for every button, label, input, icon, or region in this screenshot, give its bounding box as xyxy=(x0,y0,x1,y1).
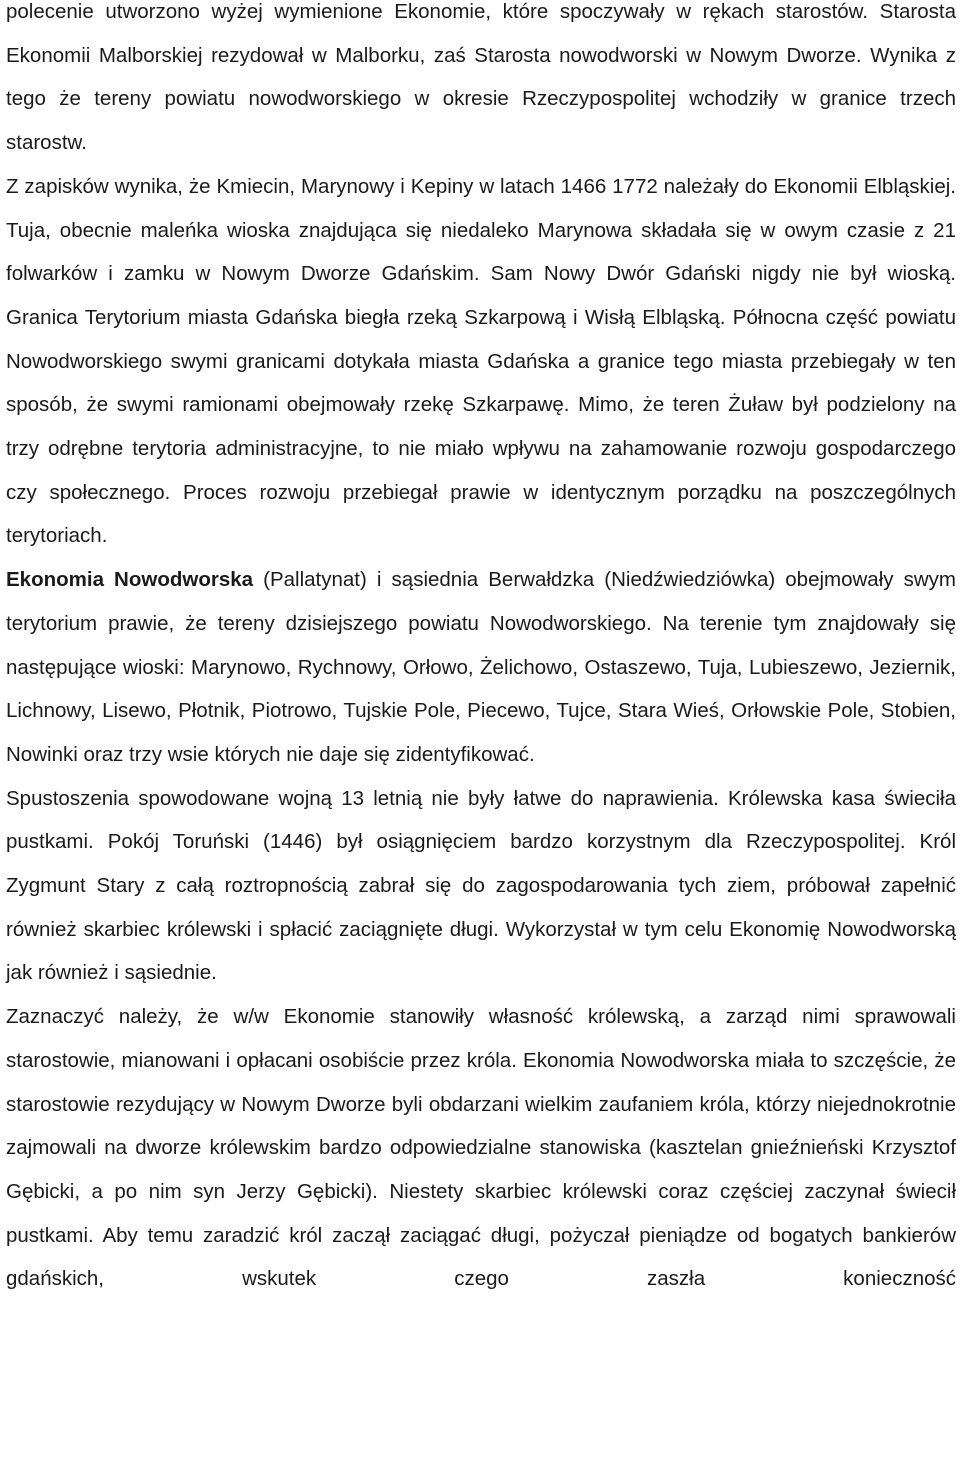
paragraph-text: Z zapisków wynika, że Kmiecin, Marynowy i Kepiny w latach 1466 1772 należały do Ekonomii Elbląskiej. Tuja, obecnie maleńka wioska znajdująca się niedaleko Marynowa składała się w owym czasie z 21 folwarków i zamku w Nowym Dworze Gdańskim. Sam Nowy Dwór Gdański nigdy nie był wioską. Granica Terytorium miasta Gdańska biegła rzeką Szkarpową i Wisłą Elbląską. Północna część powiatu Nowodworskiego swymi granicami dotykała miasta Gdańska a granice tego miasta przebiegały w ten sposób, że swymi ramionami obejmowały rzekę Szkarpawę. Mimo, że teren Żuław był podzielony na trzy odrębne terytoria administracyjne, to nie miało wpływu na zahamowanie rozwoju gospodarczego czy społecznego. Proces rozwoju przebiegał prawie w identycznym porządku na poszczególnych terytoriach. xyxy=(6,174,956,548)
paragraph-text: Zaznaczyć należy, że w/w Ekonomie stanowiły własność królewską, a zarząd nimi sprawowali starostowie, mianowani i opłacani osobiście przez króla. Ekonomia Nowodworska miała to szczęście, że starostowie rezydujący w Nowym Dworze byli obdarzani wielkim zaufaniem króla, którzy niejednokrotnie zajmowali na dworze królewskim bardzo odpowiedzialne stanowiska (kasztelan gnieźnieński Krzysztof Gębicki, a po nim syn Jerzy Gębicki). Niestety skarbiec królewski coraz częściej zaczynał świecił pustkami. Aby temu zaradzić król zaczął zaciągać długi, pożyczał pieniądze od bogatych bankierów gdańskich, wskutek czego zaszła konieczność xyxy=(6,1005,956,1291)
paragraph-zarzad-starostow xyxy=(6,995,956,1301)
paragraph-ekonomia-nowodworska xyxy=(6,558,956,777)
paragraph-text: polecenie utworzono wyżej wymienione Ekonomie, które spoczywały w rękach starostów. Starosta Ekonomii Malborskiej rezydował w Malborku, zaś Starosta nowodworski w Nowym Dworze. Wynika z tego że tereny powiatu nowodworskiego w okresie Rzeczypospolitej wchodziły w granice trzech starostw. xyxy=(6,0,956,155)
paragraph-spustoszenia xyxy=(6,777,956,996)
paragraph-text: (Pallatynat) i sąsiednia Berwałdzka (Niedźwiedziówka) obejmowały swym terytorium prawie, że tereny dzisiejszego powiatu Nowodworskiego. Na terenie tym znajdowały się następujące wioski: Marynowo, Rychnowy, Orłowo, Żelichowo, Ostaszewo, Tuja, Lubieszewo, Jeziernik, Lichnowy, Lisewo, Płotnik, Piotrowo, Tujskie Pole, Piecewo, Tujce, Stara Wieś, Orłowskie Pole, Stobien, Nowinki oraz trzy wsie których nie daje się zidentyfikować. xyxy=(6,568,956,766)
paragraph-ekonomia-elblaska xyxy=(6,165,956,558)
paragraph-starostwa xyxy=(6,0,956,165)
paragraph-text: Spustoszenia spowodowane wojną 13 letnią nie były łatwe do naprawienia. Królewska kasa świeciła pustkami. Pokój Toruński (1446) był osiągnięciem bardzo korzystnym dla Rzeczypospolitej. Król Zygmunt Stary z całą roztropnością zabrał się do zagospodarowania tych ziem, próbował zapełnić również skarbiec królewski i spłacić zaciągnięte długi. Wykorzystał w tym celu Ekonomię Nowodworską jak również i sąsiednie. xyxy=(6,786,956,985)
paragraph-bold-lead: Ekonomia Nowodworska xyxy=(6,568,254,592)
